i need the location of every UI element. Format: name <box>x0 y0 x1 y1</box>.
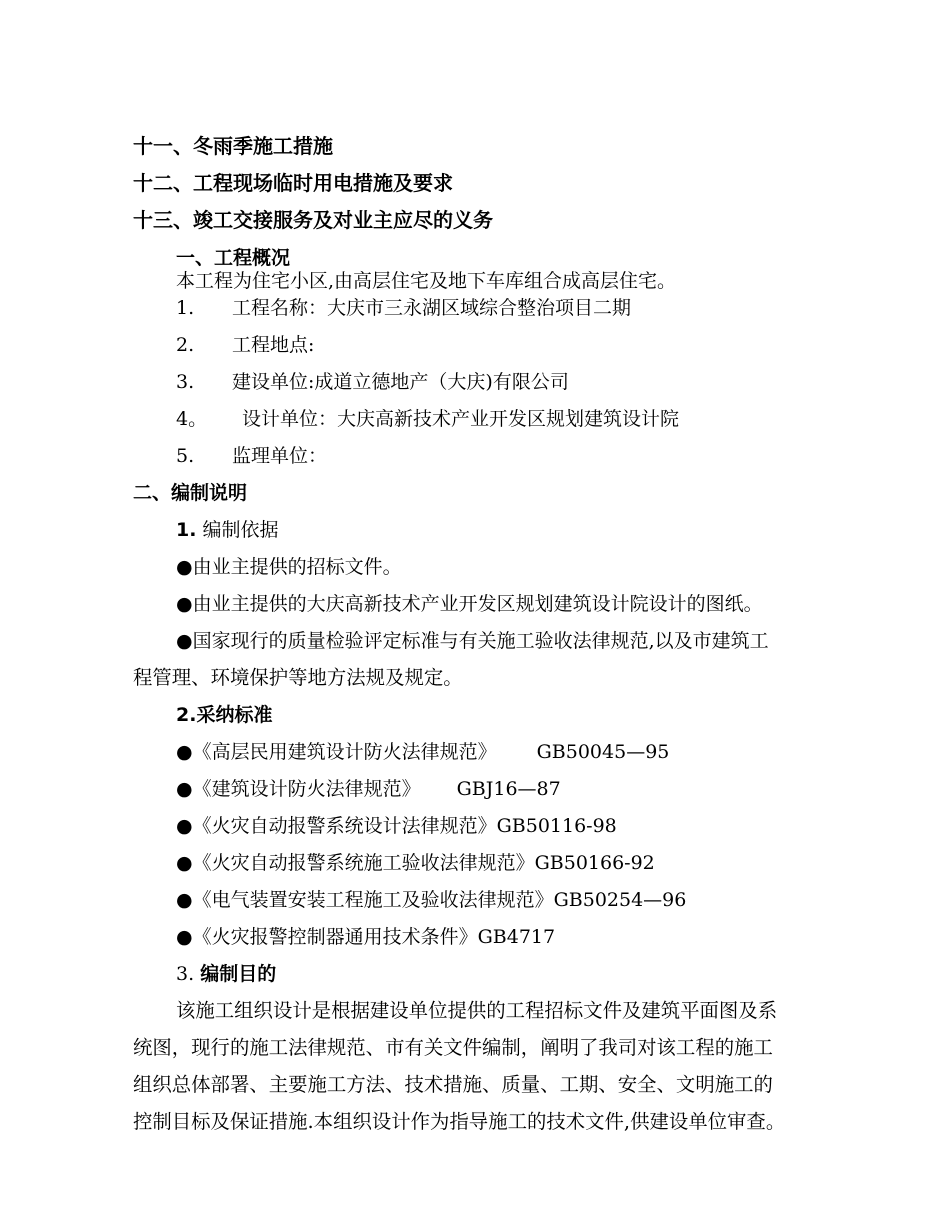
standard-item <box>176 888 686 912</box>
list-item <box>176 333 314 357</box>
bullet-item <box>176 629 769 653</box>
standard-name: 《电气装置安装工程施工及验收法律规范》GB50254—96 <box>192 889 687 911</box>
standard-item <box>176 777 561 801</box>
standard-name: 《建筑设计防火法律规范》 <box>192 778 421 800</box>
toc-item: 十一、冬雨季施工措施 <box>133 134 333 158</box>
standard-item <box>176 925 555 949</box>
bullet-icon: ● <box>176 889 193 911</box>
bullet-continuation: 程管理、环境保护等地方法规及规定。 <box>133 666 463 689</box>
list-text: 建设单位:成道立德地产（大庆)有限公司 <box>232 371 569 393</box>
subsection-title <box>176 518 279 542</box>
standard-name: 《火灾自动报警系统设计法律规范》GB50116-98 <box>192 815 617 837</box>
bullet-text: 由业主提供的招标文件。 <box>192 556 402 578</box>
bullet-icon: ● <box>176 741 193 763</box>
standard-name: 《火灾自动报警系统施工验收法律规范》GB50166-92 <box>192 852 655 874</box>
bullet-text: 由业主提供的大庆高新技术产业开发区规划建筑设计院设计的图纸。 <box>192 593 763 615</box>
bullet-icon: ● <box>176 556 193 578</box>
paragraph-line: 组织总体部署、主要施工方法、技术措施、质量、工期、安全、文明施工的 <box>133 1073 773 1096</box>
list-item <box>176 407 679 431</box>
list-text: 设计单位：大庆高新技术产业开发区规划建筑设计院 <box>242 408 680 430</box>
list-text: 工程地点: <box>232 334 315 356</box>
list-number: 5. <box>176 445 195 467</box>
bullet-item <box>176 555 402 579</box>
list-text: 监理单位： <box>232 445 328 467</box>
bullet-icon: ● <box>176 778 193 800</box>
standard-name: 《高层民用建筑设计防火法律规范》 <box>192 741 497 763</box>
standard-name: 《火灾报警控制器通用技术条件》GB4717 <box>192 926 556 948</box>
list-item <box>176 296 631 320</box>
list-item <box>176 370 569 394</box>
bullet-icon: ● <box>176 815 193 837</box>
subsection-label: 编制目的 <box>200 963 277 985</box>
list-number: 2. <box>176 334 195 356</box>
bullet-text: 国家现行的质量检验评定标准与有关施工验收法律规范,以及市建筑工 <box>192 630 769 652</box>
subsection-title <box>176 962 276 986</box>
section-heading: 一、工程概况 <box>176 247 291 269</box>
standard-item <box>176 740 669 764</box>
list-text: 工程名称：大庆市三永湖区域综合整治项目二期 <box>232 297 632 319</box>
list-number: 1. <box>176 297 195 319</box>
subsection-title: 2.采纳标准 <box>176 704 273 726</box>
bullet-icon: ● <box>176 593 193 615</box>
bullet-icon: ● <box>176 926 193 948</box>
subsection-number: 3. <box>176 963 195 985</box>
toc-item: 十三、竣工交接服务及对业主应尽的义务 <box>133 208 493 232</box>
bullet-item <box>176 592 763 616</box>
list-number: 4。 <box>176 408 208 430</box>
bullet-icon: ● <box>176 630 193 652</box>
bullet-icon: ● <box>176 852 193 874</box>
paragraph-line: 该施工组织设计是根据建设单位提供的工程招标文件及建筑平面图及系 <box>176 999 778 1022</box>
standard-item <box>176 814 617 838</box>
list-item <box>176 444 327 468</box>
subsection-number: 1. <box>176 519 197 541</box>
paragraph-line: 控制目标及保证措施.本组织设计作为指导施工的技术文件,供建设单位审查。 <box>133 1110 786 1133</box>
standard-code: GB50045—95 <box>536 741 670 763</box>
toc-item: 十二、工程现场临时用电措施及要求 <box>133 171 453 195</box>
standard-item <box>176 851 655 875</box>
subsection-label: 编制依据 <box>202 519 279 541</box>
section-heading: 二、编制说明 <box>133 482 248 504</box>
paragraph-line: 统图，现行的施工法律规范、市有关文件编制，阐明了我司对该工程的施工 <box>133 1036 773 1059</box>
list-number: 3. <box>176 371 195 393</box>
intro-text: 本工程为住宅小区,由高层住宅及地下车库组合成高层住宅。 <box>176 270 677 292</box>
standard-code: GBJ16—87 <box>456 778 561 800</box>
